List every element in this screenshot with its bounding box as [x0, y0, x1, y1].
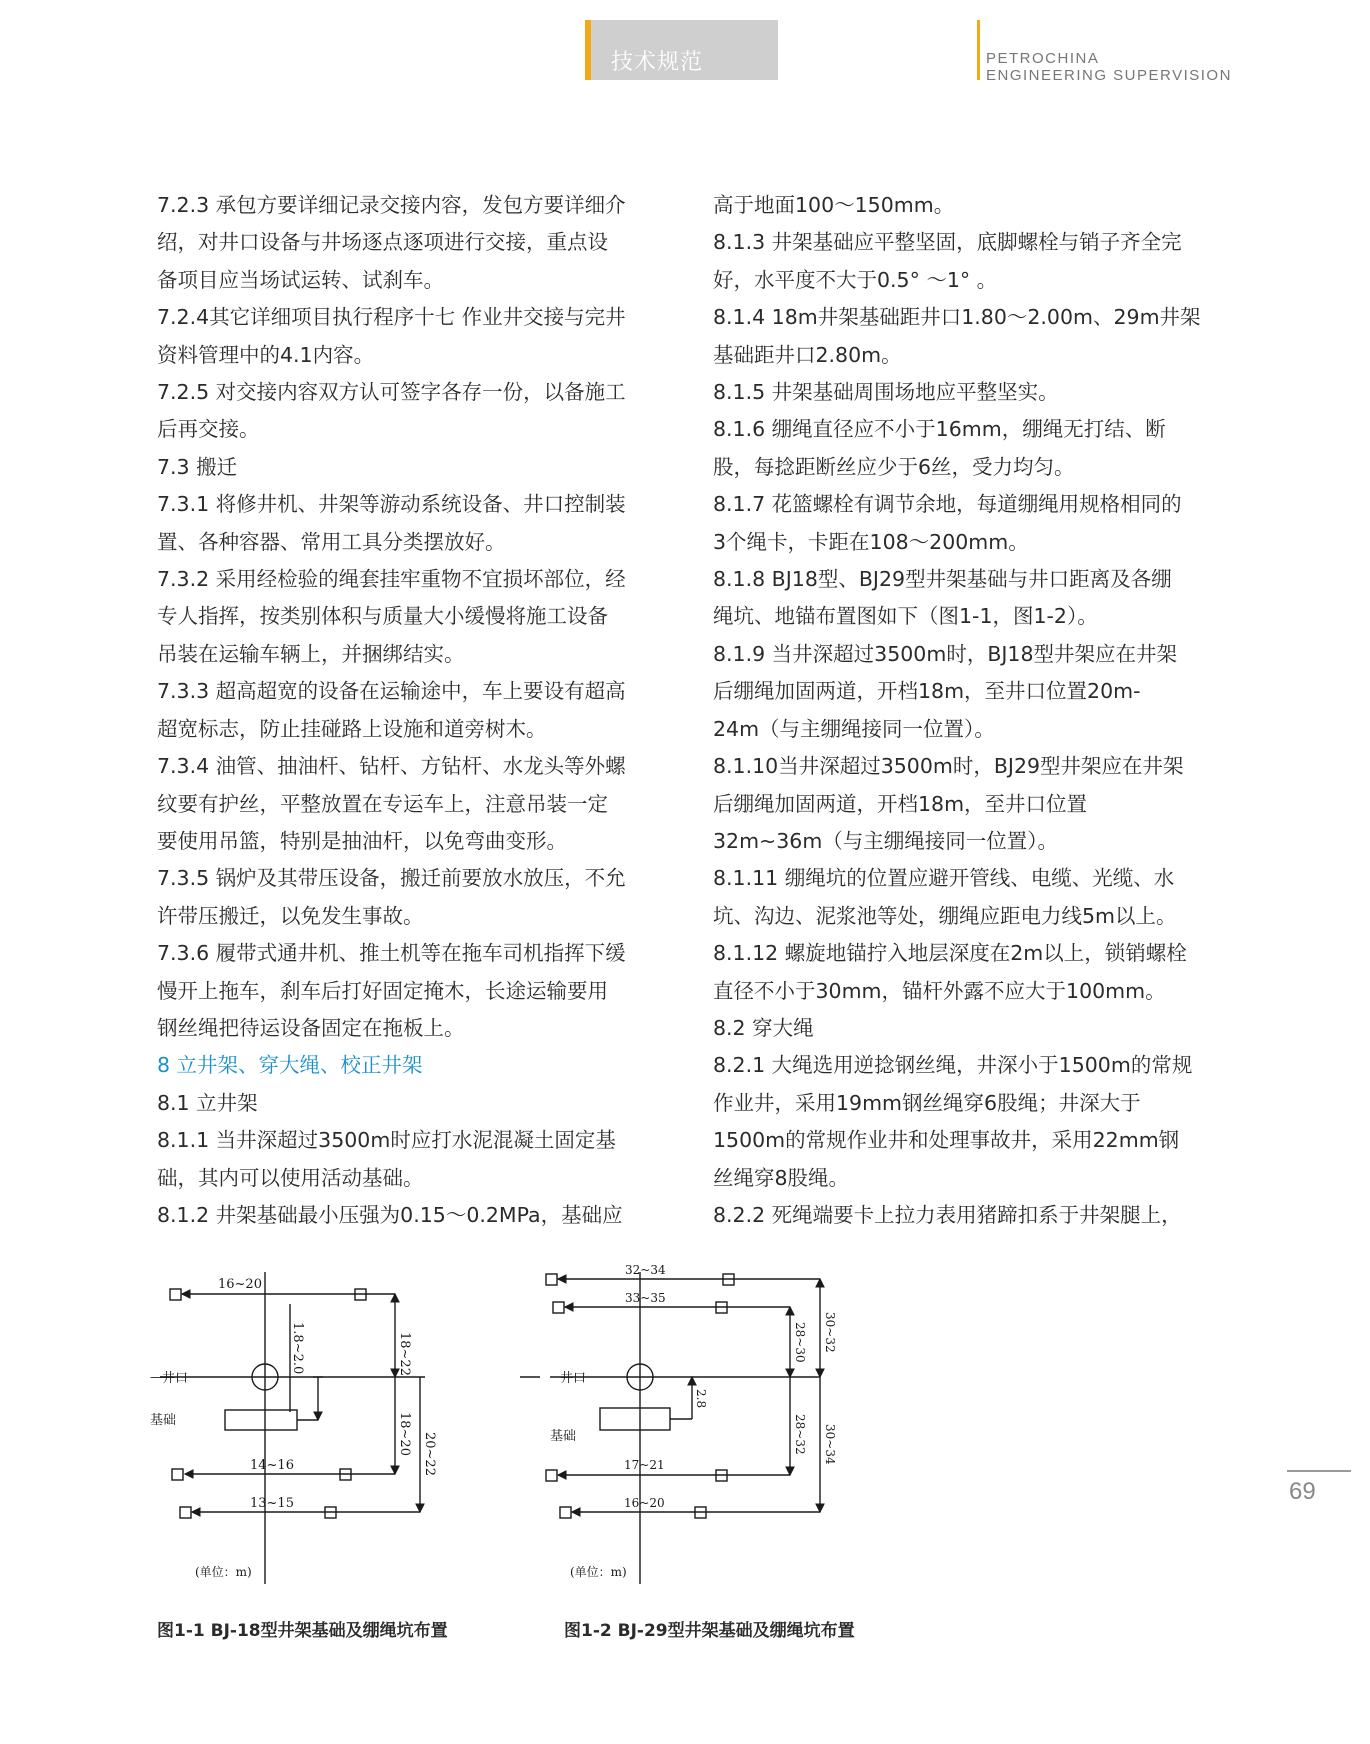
fig2-dim-mid: 2.8 — [694, 1389, 708, 1409]
text-line: 3个绳卡，卡距在108～200mm。 — [713, 529, 1029, 554]
fig2-dim-upper-inner: 28~30 — [793, 1322, 807, 1363]
text-line: 8.1.7 花篮螺栓有调节余地，每道绷绳用规格相同的 — [713, 492, 1182, 517]
text-line: 8.1.9 当井深超过3500m时，BJ18型井架应在井架 — [713, 641, 1178, 666]
fig2-dim-second: 33~35 — [625, 1291, 666, 1305]
fig1-anchor-row4-left — [180, 1507, 191, 1518]
figure-1-svg — [150, 1262, 530, 1592]
text-line: 7.3 搬迁 — [157, 454, 238, 479]
text-line: 7.3.3 超高超宽的设备在运输途中，车上要设有超高 — [157, 679, 626, 704]
text-line: 7.3.4 油管、抽油杆、钻杆、方钻杆、水龙头等外螺 — [157, 754, 626, 779]
svg-text:—: — — [150, 1370, 163, 1385]
fig1-dim-lower-inner: 18~20 — [397, 1412, 412, 1456]
figure-1-diagram — [150, 1262, 530, 1592]
fig1-label-base: 基础 — [150, 1413, 177, 1428]
header-section-label: 技术规范 — [611, 50, 704, 75]
fig1-dim-row4: 13~15 — [250, 1496, 294, 1511]
text-line: 7.3.5 锅炉及其带压设备，搬迁前要放水放压，不允 — [157, 866, 626, 891]
fig1-label-wellhead: 井口 — [162, 1371, 189, 1386]
text-line: 8.1.5 井架基础周围场地应平整坚实。 — [713, 380, 1059, 405]
text-line: 钢丝绳把待运设备固定在拖板上。 — [157, 1015, 465, 1040]
figure-2-diagram — [520, 1262, 840, 1592]
text-line: 8.1.3 井架基础应平整坚固，底脚螺栓与销子齐全完 — [713, 230, 1182, 255]
text-line: 1500m的常规作业井和处理事故井，采用22mm钢 — [713, 1128, 1180, 1153]
text-line: 后绷绳加固两道，开档18m，至井口位置20m- — [713, 679, 1141, 704]
fig2-dim-row3: 17~21 — [624, 1458, 665, 1472]
text-line: 7.2.4其它详细项目执行程序十七 作业井交接与完井 — [157, 305, 626, 330]
text-line: 后绷绳加固两道，开档18m，至井口位置 — [713, 791, 1088, 816]
fig1-dim-right-inner: 18~22 — [397, 1332, 412, 1376]
text-line: 股，每捻距断丝应少于6丝，受力均匀。 — [713, 454, 1075, 479]
text-line: 置、各种容器、常用工具分类摆放好。 — [157, 529, 506, 554]
text-line: 8.1.10当井深超过3500m时，BJ29型井架应在井架 — [713, 754, 1184, 779]
text-line: 超宽标志，防止挂碰路上设施和道旁树木。 — [157, 716, 547, 741]
text-line: 绳坑、地锚布置图如下（图1-1，图1-2）。 — [713, 604, 1098, 629]
text-line: 直径不小于30mm，锚杆外露不应大于100mm。 — [713, 978, 1166, 1003]
text-line: 8.1 立井架 — [157, 1090, 258, 1115]
fig2-unit: (单位：m) — [570, 1565, 627, 1579]
text-line: 8.2 穿大绳 — [713, 1015, 814, 1040]
text-line: 24m（与主绷绳接同一位置）。 — [713, 716, 995, 741]
text-line: 后再交接。 — [157, 417, 260, 442]
fig2-anchor-top-left — [546, 1274, 557, 1285]
right-text-column — [713, 187, 1213, 1234]
text-line: 要使用吊篮，特别是抽油杆，以免弯曲变形。 — [157, 828, 567, 853]
text-line: 7.3.1 将修井机、井架等游动系统设备、井口控制装 — [157, 492, 626, 517]
text-line: 慢开上拖车，刹车后打好固定掩木，长途运输要用 — [157, 978, 608, 1003]
fig2-label-wellhead: 井口 — [560, 1371, 587, 1386]
header-brand — [977, 20, 1232, 84]
figure-2-caption: 图1-2 BJ-29型井架基础及绷绳坑布置 — [564, 1621, 855, 1641]
fig2-dim-row4: 16~20 — [624, 1496, 665, 1510]
fig1-dim-left-inner: 1.8~2.0 — [290, 1322, 305, 1375]
left-text-column — [157, 187, 657, 1234]
text-line: 7.3.2 采用经检验的绳套挂牢重物不宜损坏部位，经 — [157, 567, 626, 592]
text-line: 32m~36m（与主绷绳接同一位置）。 — [713, 828, 1059, 853]
text-line: 8.1.11 绷绳坑的位置应避开管线、电缆、光缆、水 — [713, 866, 1175, 891]
text-line: 8.1.4 18m井架基础距井口1.80～2.00m、29m井架 — [713, 305, 1201, 330]
text-line: 8.1.2 井架基础最小压强为0.15～0.2MPa，基础应 — [157, 1202, 623, 1227]
brand-line-2: ENGINEERING SUPERVISION — [986, 67, 1232, 84]
page-number-rule — [1287, 1470, 1351, 1472]
fig1-unit: (单位：m) — [195, 1565, 252, 1579]
fig2-dim-upper-outer: 30~32 — [823, 1312, 837, 1353]
fig1-dim-top: 16~20 — [218, 1277, 262, 1292]
fig2-dim-lower-outer: 30~34 — [823, 1424, 837, 1465]
text-line: 基础距井口2.80m。 — [713, 342, 902, 367]
text-line: 专人指挥，按类别体积与质量大小缓慢将施工设备 — [157, 604, 608, 629]
text-line: 高于地面100～150mm。 — [713, 193, 955, 217]
fig2-anchor-row3-left — [546, 1470, 557, 1481]
fig2-dim-top: 32~34 — [625, 1263, 666, 1277]
text-line: 7.3.6 履带式通井机、推土机等在拖车司机指挥下缓 — [157, 941, 626, 966]
text-line: 7.2.3 承包方要详细记录交接内容，发包方要详细介 — [157, 193, 626, 217]
brand-line-1: PETROCHINA — [986, 50, 1100, 67]
fig1-dim-lower-outer: 20~22 — [422, 1432, 437, 1476]
text-line: 8.1.6 绷绳直径应不小于16mm，绷绳无打结、断 — [713, 417, 1166, 442]
fig2-base-rect — [600, 1408, 670, 1430]
fig2-label-base: 基础 — [550, 1429, 577, 1444]
text-line: 8.2.1 大绳选用逆捻钢丝绳，井深小于1500m的常规 — [713, 1053, 1193, 1078]
text-line: 8.1.1 当井深超过3500m时应打水泥混凝土固定基 — [157, 1128, 616, 1153]
figure-2-svg — [520, 1262, 840, 1592]
text-line: 纹要有护丝，平整放置在专运车上，注意吊装一定 — [157, 791, 608, 816]
text-line: 吊装在运输车辆上，并捆绑结实。 — [157, 641, 465, 666]
fig2-anchor-row2-left — [553, 1302, 564, 1313]
text-line: 8.1.8 BJ18型、BJ29型井架基础与井口距离及各绷 — [713, 567, 1172, 592]
fig2-dim-lower-inner: 28~32 — [793, 1414, 807, 1455]
text-line: 8.1.12 螺旋地锚拧入地层深度在2m以上，锁销螺栓 — [713, 941, 1187, 966]
fig1-base-rect — [225, 1410, 297, 1430]
fig2-anchor-row4-left — [560, 1507, 571, 1518]
text-line: 7.2.5 对交接内容双方认可签字各存一份，以备施工 — [157, 380, 626, 405]
text-line: 8 立井架、穿大绳、校正井架 — [157, 1053, 423, 1078]
fig1-anchor-row3-left — [172, 1469, 183, 1480]
figure-1-caption: 图1-1 BJ-18型井架基础及绷绳坑布置 — [157, 1621, 448, 1641]
text-line: 丝绳穿8股绳。 — [713, 1165, 850, 1190]
fig1-anchor-top-left — [170, 1289, 181, 1300]
text-line: 绍，对井口设备与井场逐点逐项进行交接，重点设 — [157, 230, 608, 255]
text-line: 坑、沟边、泥浆池等处，绷绳应距电力线5m以上。 — [713, 903, 1177, 928]
page-number: 69 — [1289, 1478, 1316, 1505]
text-line: 许带压搬迁，以免发生事故。 — [157, 903, 424, 928]
text-line: 备项目应当场试运转、试刹车。 — [157, 267, 444, 292]
text-line: 础，其内可以使用活动基础。 — [157, 1165, 424, 1190]
text-line: 8.2.2 死绳端要卡上拉力表用猪蹄扣系于井架腿上， — [713, 1202, 1182, 1227]
header-section-tab — [585, 20, 778, 80]
text-line: 资料管理中的4.1内容。 — [157, 342, 375, 367]
text-line: 好，水平度不大于0.5° ～1° 。 — [713, 267, 998, 292]
text-line: 作业井，采用19mm钢丝绳穿6股绳；井深大于 — [713, 1090, 1141, 1115]
fig1-dim-row3: 14~16 — [250, 1458, 294, 1473]
